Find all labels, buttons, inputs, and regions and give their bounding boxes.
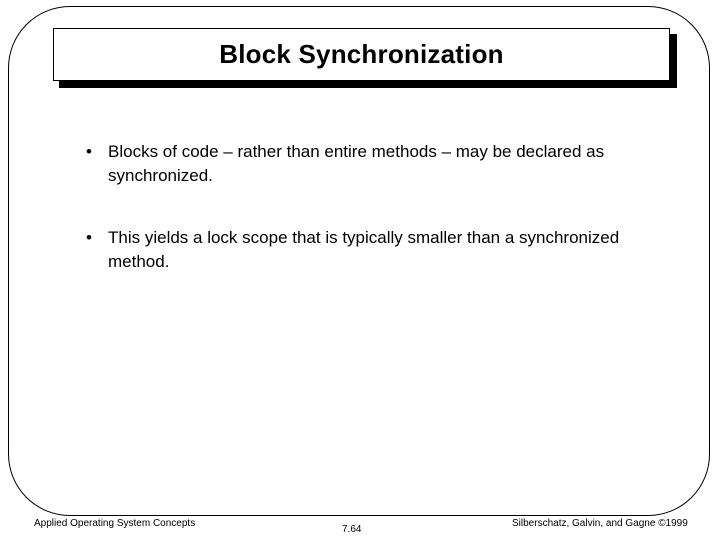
footer-page-number: 7.64 <box>342 524 362 535</box>
bullet-dot-1: • <box>86 142 92 161</box>
footer-copyright: Silberschatz, Galvin, and Gagne ©1999 <box>512 518 688 529</box>
slide-title: Block Synchronization <box>219 39 504 69</box>
bullet-dot-2: • <box>86 228 92 247</box>
title-box <box>53 28 670 81</box>
bullet-text-1: Blocks of code – rather than entire methods – may be declared as synchronized. <box>108 142 605 185</box>
bullet-text-2: This yields a lock scope that is typically smaller than a synchronized method. <box>108 228 620 271</box>
footer-course-title: Applied Operating System Concepts <box>34 518 196 529</box>
